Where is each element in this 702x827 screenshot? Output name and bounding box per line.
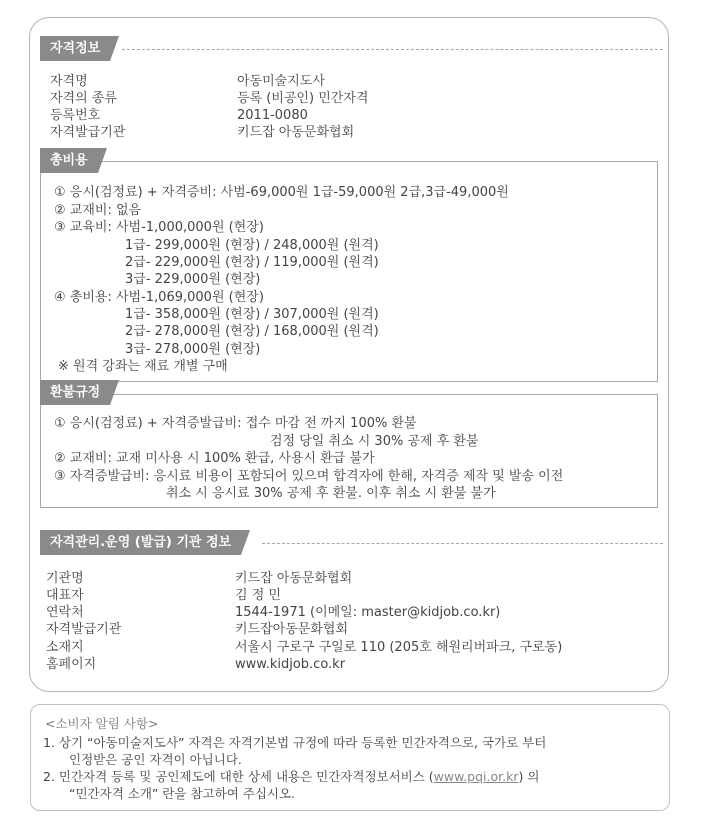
- row-label: 홈페이지: [46, 657, 97, 672]
- cost-line: ② 교재비: 없음: [54, 203, 142, 218]
- row-value: 아동미술지도사: [237, 74, 325, 89]
- row-label: 연락처: [46, 605, 84, 620]
- refund-line: ③ 자격증발급비: 응시료 비용이 포함되어 있으며 합격자에 한해, 자격증 제작 및 발송 이전: [54, 469, 564, 484]
- cost-line: ③ 교육비: 사범-1,000,000원 (현장): [54, 220, 264, 235]
- consumer-notice: [30, 704, 670, 811]
- cost-line: 3급- 229,000원 (현장): [125, 272, 261, 287]
- row-label: 기관명: [46, 571, 84, 586]
- cost-note: ※ 원격 강좌는 재료 개별 구매: [58, 359, 228, 374]
- row-label: 자격명: [50, 74, 88, 89]
- cost-line: ① 응시(검정료) + 자격증비: 사범-69,000원 1급-59,000원 2급,3급-49,000원: [54, 185, 509, 200]
- agency-divider: [262, 543, 663, 544]
- cost-line: 1급- 299,000원 (현장) / 248,000원 (원격): [125, 238, 379, 253]
- notice-item-2: [43, 769, 539, 785]
- row-label: 소재지: [46, 640, 84, 655]
- row-value: 등록 (비공인) 민간자격: [237, 91, 369, 106]
- cost-line: 3급- 278,000원 (현장): [125, 342, 261, 357]
- row-label: 등록번호: [50, 108, 101, 123]
- row-label: 자격발급기관: [46, 622, 122, 637]
- cost-line: 1급- 358,000원 (현장) / 307,000원 (원격): [125, 307, 379, 322]
- row-label: 자격의 종류: [50, 91, 117, 106]
- cost-line: ④ 총비용: 사범-1,069,000원 (현장): [54, 290, 264, 305]
- row-value: 키드잡 아동문화협회: [237, 125, 355, 140]
- cost-line: 2급- 229,000원 (현장) / 119,000원 (원격): [125, 255, 379, 270]
- row-value: 1544-1971 (이메일: master@kidjob.co.kr): [235, 605, 501, 620]
- row-value: www.kidjob.co.kr: [235, 657, 346, 672]
- notice-item-2-text: 2. 민간자격 등록 및 공인제도에 대한 상세 내용은 민간자격정보서비스 (: [43, 769, 434, 784]
- row-value: 키드잡아동문화협회: [235, 622, 349, 637]
- pqi-link[interactable]: www.pqi.or.kr: [433, 769, 519, 784]
- agency-header: 자격관리.운영 (발급) 기관 정보: [40, 530, 241, 555]
- row-label: 자격발급기관: [50, 125, 126, 140]
- refund-header: 환불규정: [40, 380, 110, 405]
- cost-line: 2급- 278,000원 (현장) / 168,000원 (원격): [125, 324, 379, 339]
- cost-header: 총비용: [40, 148, 98, 173]
- notice-title: <소비자 알림 사항>: [45, 716, 159, 731]
- refund-line: ② 교재비: 교재 미사용 시 100% 환급, 사용시 환급 불가: [54, 451, 375, 466]
- row-value: 2011-0080: [237, 108, 308, 123]
- notice-item-2-tail: ) 의: [518, 769, 540, 784]
- refund-line: 취소 시 응시료 30% 공제 후 환불. 이후 취소 시 환불 불가: [166, 486, 496, 501]
- row-value: 서울시 구로구 구일로 110 (205호 해원리버파크, 구로동): [235, 640, 563, 655]
- refund-line: ① 응시(검정료) + 자격증발급비: 접수 마감 전 까지 100% 환불: [54, 416, 417, 431]
- notice-item-2-cont: “민간자격 소개” 란을 참고하여 주십시오.: [69, 786, 296, 801]
- notice-item-1-cont: 인정받은 공인 자격이 아닙니다.: [69, 752, 242, 767]
- refund-line: 검정 당일 취소 시 30% 공제 후 환불: [270, 434, 479, 449]
- row-label: 대표자: [46, 588, 84, 603]
- notice-item-1: 1. 상기 “아동미술지도사” 자격은 자격기본법 규정에 따라 등록한 민간자격으로, 국가로 부터: [43, 735, 547, 750]
- qualification-divider: [122, 49, 663, 50]
- row-value: 키드잡 아동문화협회: [235, 571, 353, 586]
- row-value: 김 정 민: [235, 588, 281, 603]
- qualification-header: 자격정보: [40, 36, 110, 61]
